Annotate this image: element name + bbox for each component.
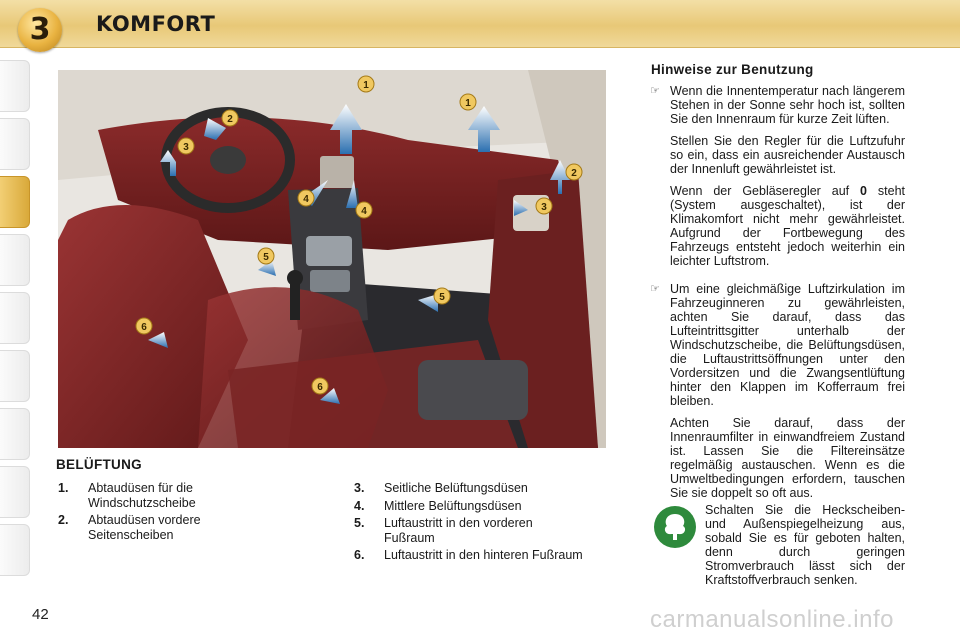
marker-label: 2 xyxy=(227,114,233,125)
legend-text: Luftaustritt in den vorderen Fußraum xyxy=(384,516,533,545)
chapter-tab[interactable] xyxy=(0,234,30,286)
chapter-tab-active[interactable] xyxy=(0,176,30,228)
marker-label: 3 xyxy=(183,142,189,153)
legend-number: 3. xyxy=(354,481,365,495)
marker-label: 6 xyxy=(317,382,323,393)
marker-label: 3 xyxy=(541,202,547,213)
legend-number: 1. xyxy=(58,481,69,495)
legend-text: Seitliche Belüftungsdüsen xyxy=(384,481,528,495)
marker-label: 1 xyxy=(363,80,369,91)
legend-text: Abtaudüsen vordere Seitenscheiben xyxy=(88,513,201,542)
page-number: 42 xyxy=(32,606,49,623)
legend-column-left xyxy=(58,481,258,545)
note-paragraph: Achten Sie darauf, dass der Innenraumfilter in einwandfreiem Zustand ist. Lassen Sie die Filtereinsätze regelmäßig austauschen. Wenn es die Umweltbedingungen erfordern, tauschen Sie sie doppelt so oft aus. xyxy=(670,416,905,500)
legend-item xyxy=(354,516,584,545)
note-paragraph xyxy=(670,184,905,268)
pen-icon: ☞ xyxy=(650,84,660,97)
legend-text: Abtaudüsen für die Windschutzscheibe xyxy=(88,481,196,510)
pen-icon: ☞ xyxy=(650,282,660,295)
chapter-tab[interactable] xyxy=(0,292,30,344)
chapter-tab[interactable] xyxy=(0,408,30,460)
watermark: carmanualsonline.info xyxy=(650,606,894,633)
chapter-header xyxy=(0,0,960,48)
legend-item xyxy=(354,548,584,563)
chapter-tabs xyxy=(0,60,40,580)
legend-number: 2. xyxy=(58,513,69,527)
legend-item xyxy=(58,513,258,542)
eco-note xyxy=(651,503,905,587)
blower-setting-value: 0 xyxy=(860,184,867,198)
chapter-tab[interactable] xyxy=(0,118,30,170)
legend-text: Luftaustritt in den hinteren Fußraum xyxy=(384,548,583,562)
marker-label: 4 xyxy=(303,194,309,205)
note-block-2 xyxy=(650,282,905,508)
chapter-tab[interactable] xyxy=(0,60,30,112)
marker-label: 5 xyxy=(439,292,445,303)
note-text: Wenn der Gebläseregler auf xyxy=(670,184,861,198)
chapter-badge xyxy=(18,8,62,52)
car-interior-illustration xyxy=(58,70,606,448)
legend-column-right xyxy=(354,481,584,566)
eco-note-text: Schalten Sie die Heckscheiben- und Außenspiegelheizung aus, sobald Sie es für geboten halten, denn durch geringen Stromverbrauch lässt sich der Kraftstoffverbrauch senken. xyxy=(705,503,905,587)
marker-label: 2 xyxy=(571,168,577,179)
marker-label: 4 xyxy=(361,206,367,217)
chapter-tab[interactable] xyxy=(0,350,30,402)
legend-item xyxy=(354,499,584,514)
marker-label: 1 xyxy=(465,98,471,109)
legend-text: Mittlere Belüftungsdüsen xyxy=(384,498,522,513)
note-block-1 xyxy=(650,84,905,276)
section-title: BELÜFTUNG xyxy=(56,457,142,472)
car-interior-drawing xyxy=(58,70,606,448)
legend-item xyxy=(354,481,584,496)
chapter-tab[interactable] xyxy=(0,524,30,576)
legend-number: 6. xyxy=(354,548,365,562)
note-paragraph: Wenn die Innentemperatur nach längerem Stehen in der Sonne sehr hoch ist, sollten Sie den Innenraum für kurze Zeit lüften. xyxy=(670,84,905,126)
chapter-number: 3 xyxy=(29,12,51,47)
legend-number: 5. xyxy=(354,516,365,530)
marker-label: 6 xyxy=(141,322,147,333)
note-text: steht (System ausgeschaltet), ist der Klimakomfort nicht mehr gewährleistet. Aufgrund der Fortbewegung des Fahrzeugs entsteht jedoch weiterhin ein leichter Luftstrom. xyxy=(670,184,905,268)
usage-notes-title: Hinweise zur Benutzung xyxy=(651,62,814,77)
chapter-title: KOMFORT xyxy=(96,12,216,36)
marker-label: 5 xyxy=(263,252,269,263)
note-paragraph: Um eine gleichmäßige Luftzirkulation im Fahrzeuginneren zu gewährleisten, achten Sie darauf, dass das Lufteintrittsgitter unterhalb der Windschutzscheibe, die Belüftungsdüsen, die Luftaustrittsöffnungen unter den Vordersitzen und die Zwangsentlüftung hinter den Klappen im Kofferraum frei bleiben. xyxy=(670,282,905,408)
chapter-tab[interactable] xyxy=(0,466,30,518)
note-paragraph: Stellen Sie den Regler für die Luftzufuhr so ein, dass ein ausreichender Austausch der Innenluft gewährleistet ist. xyxy=(670,134,905,176)
legend-number: 4. xyxy=(354,498,365,513)
legend-item xyxy=(58,481,258,510)
